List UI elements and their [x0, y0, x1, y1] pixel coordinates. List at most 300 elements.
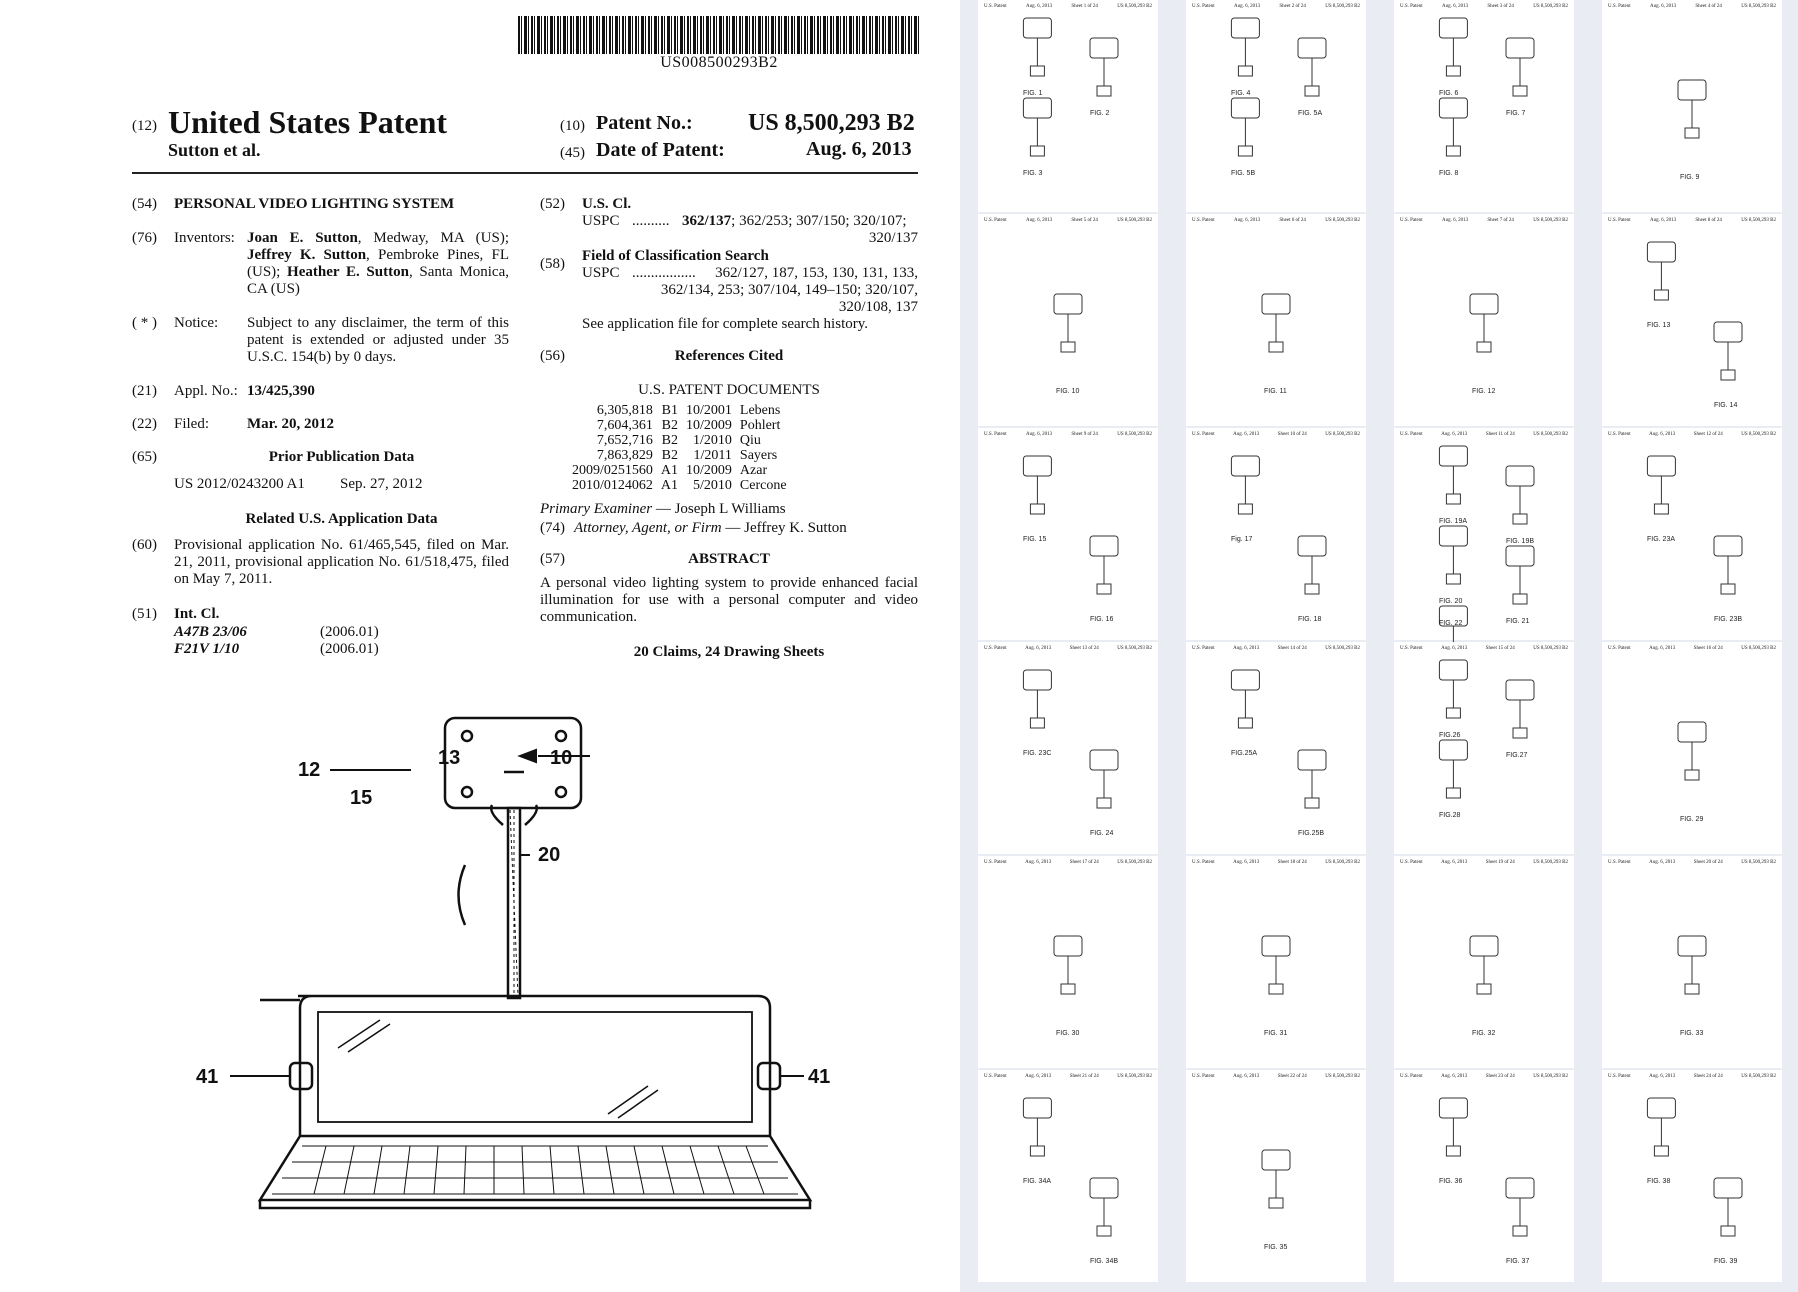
reference-row [568, 448, 791, 463]
figure-sketch [1506, 546, 1534, 604]
sheet-header-date: Aug. 6, 2013 [1649, 432, 1676, 437]
sheet-header-date: Aug. 6, 2013 [1649, 4, 1677, 9]
drawing-sheet-thumbnail[interactable] [978, 428, 1158, 640]
sheet-number: Sheet 22 of 24 [1277, 1074, 1307, 1079]
label-10: 10 [550, 747, 573, 769]
drawing-sheet-thumbnail[interactable] [1394, 214, 1574, 426]
int-cl-code: A47B 23/06 [174, 624, 247, 640]
filed-date: Mar. 20, 2012 [247, 416, 334, 432]
sheet-header-date: Aug. 6, 2013 [1025, 860, 1052, 865]
sheet-number: Sheet 3 of 24 [1487, 4, 1514, 9]
drawing-sheet-thumbnail[interactable] [1602, 1070, 1782, 1282]
fcs-line1: 362/127, 187, 153, 130, 131, 133, [715, 265, 918, 281]
sheet-header [1400, 860, 1568, 865]
reference-name: Cercone [739, 478, 787, 493]
sheet-number: Sheet 14 of 24 [1277, 646, 1307, 651]
figure-label: FIG. 11 [1264, 388, 1287, 395]
sheet-number: Sheet 10 of 24 [1277, 432, 1307, 437]
figure-sketch [1506, 1178, 1534, 1236]
sheet-sketch [1394, 656, 1574, 840]
examiner-label: Primary Examiner [540, 501, 653, 517]
figure-sketch [1262, 936, 1290, 994]
sheet-header-date: Aug. 6, 2013 [1649, 218, 1677, 223]
sheet-sketch [1186, 442, 1366, 626]
figure-label: FIG. 29 [1680, 816, 1704, 823]
sheet-number: Sheet 20 of 24 [1693, 860, 1723, 865]
sheet-header-left: U.S. Patent [1400, 4, 1423, 9]
patent-date: Aug. 6, 2013 [806, 138, 912, 160]
reference-name: Sayers [739, 448, 778, 463]
figure-label: FIG. 39 [1714, 1258, 1738, 1265]
figure-label: FIG. 36 [1439, 1178, 1463, 1185]
figure-sketch [1054, 936, 1082, 994]
abstract-heading: ABSTRACT [688, 551, 770, 567]
sheet-header-right: US 8,500,293 B2 [1741, 4, 1776, 9]
drawing-sheet-thumbnail[interactable] [1186, 856, 1366, 1068]
notice-text: Subject to any disclaimer, the term of this patent is extended or adjusted under 35 U.S.C. 154(b) by 0 days. [247, 315, 509, 365]
reference-date: 5/2010 [693, 478, 732, 493]
figure-label: FIG. 38 [1647, 1178, 1671, 1185]
sheet-header-left: U.S. Patent [1608, 860, 1631, 865]
drawing-sheet-thumbnail[interactable] [1394, 428, 1574, 640]
figure-sketch [1506, 680, 1534, 738]
drawing-sheet-thumbnail[interactable] [1394, 642, 1574, 854]
drawing-sheet-thumbnail[interactable] [1602, 856, 1782, 1068]
sheet-number: Sheet 11 of 24 [1485, 432, 1515, 437]
drawing-sheet-thumbnail[interactable] [1186, 1070, 1366, 1282]
figure-sketch [1470, 294, 1498, 352]
code-notice: ( * ) [132, 315, 157, 331]
notice-label: Notice: [174, 315, 219, 331]
invention-title: PERSONAL VIDEO LIGHTING SYSTEM [174, 196, 455, 212]
drawing-sheet-thumbnail[interactable] [1186, 642, 1366, 854]
inventors-label: Inventors: [174, 230, 235, 246]
sheet-sketch [978, 1084, 1158, 1268]
figure-sketch [1023, 98, 1051, 156]
figure-sketch [1439, 98, 1467, 156]
figure-sketch [1678, 80, 1706, 138]
sheet-header [984, 432, 1152, 437]
sheet-number: Sheet 1 of 24 [1071, 4, 1098, 9]
sheet-header [1192, 4, 1360, 9]
reference-kind: B2 [661, 448, 679, 463]
sheet-header [984, 1074, 1152, 1079]
references-table [568, 403, 791, 493]
sheet-sketch [1602, 656, 1782, 840]
sheet-header [1400, 4, 1568, 9]
reference-no: 7,604,361 [596, 418, 653, 433]
figure-sketch [1506, 466, 1534, 524]
label-12: 12 [298, 759, 321, 781]
code-56: (56) [540, 348, 565, 364]
uspc-dots: .......... [632, 213, 670, 229]
sheet-number: Sheet 16 of 24 [1693, 646, 1723, 651]
prior-pub-heading: Prior Publication Data [268, 449, 415, 465]
figure-sketch [1678, 936, 1706, 994]
sheet-header-left: U.S. Patent [1400, 218, 1423, 223]
barcode-number: US008500293B2 [660, 54, 778, 71]
figure-label: FIG. 10 [1056, 388, 1080, 395]
attorney-label: Attorney, Agent, or Firm [574, 520, 722, 536]
sheet-header-right: US 8,500,293 B2 [1325, 4, 1360, 9]
drawing-sheet-thumbnail[interactable] [1602, 0, 1782, 212]
inventor-name: Jeffrey K. Sutton [247, 247, 367, 263]
code-52: (52) [540, 196, 565, 212]
figure-label: FIG. 34B [1090, 1258, 1119, 1265]
label-13: 13 [438, 747, 461, 769]
figure-label: Fig. 17 [1231, 536, 1253, 543]
sheet-sketch [978, 656, 1158, 840]
sheet-header-right: US 8,500,293 B2 [1325, 432, 1360, 437]
uspc-other-classes: ; 362/253; 307/150; 320/107; [731, 213, 907, 229]
sheet-sketch [1394, 228, 1574, 412]
sheet-header-date: Aug. 6, 2013 [1025, 646, 1052, 651]
related-text: Provisional application No. 61/465,545, filed on Mar. 21, 2011, provisional application No. 61/518,475, filed on May 7, 2011. [174, 537, 509, 587]
figure-label: FIG. 5B [1231, 170, 1256, 177]
sheet-header-left: U.S. Patent [984, 218, 1007, 223]
examiner [540, 501, 786, 518]
figure-label: FIG. 20 [1439, 598, 1463, 605]
figure-sketch [1714, 536, 1742, 594]
sheet-header-right: US 8,500,293 B2 [1117, 4, 1152, 9]
sheet-header-right: US 8,500,293 B2 [1117, 860, 1152, 865]
sheet-sketch [978, 870, 1158, 1054]
sheet-header-left: U.S. Patent [1192, 432, 1215, 437]
figure-label: FIG. 4 [1231, 90, 1251, 97]
refs-heading: References Cited [674, 348, 784, 364]
code-65: (65) [132, 449, 157, 465]
reference-no: 2010/0124062 [572, 478, 653, 493]
figure-sketch [1714, 1178, 1742, 1236]
sheet-header-left: U.S. Patent [984, 4, 1007, 9]
figure-sketch [1231, 670, 1259, 728]
reference-name: Azar [739, 463, 768, 478]
int-cl-year: (2006.01) [320, 641, 379, 657]
code-60: (60) [132, 537, 157, 553]
figure-label: FIG. 9 [1680, 174, 1700, 181]
drawing-sheet-thumbnail[interactable] [1602, 642, 1782, 854]
sheet-sketch [1602, 14, 1782, 198]
figure-label: FIG. 7 [1506, 110, 1526, 117]
fcs-line3: 320/108, 137 [838, 299, 918, 315]
sheet-header-left: U.S. Patent [1400, 646, 1423, 651]
figure-sketch [1231, 98, 1259, 156]
sheet-header-left: U.S. Patent [1608, 4, 1631, 9]
figure-label: FIG. 1 [1023, 90, 1043, 97]
fcs-uspc-label: USPC [582, 265, 620, 281]
figure-sketch [1090, 536, 1118, 594]
sheet-header [1608, 432, 1776, 437]
figure-sketch [1054, 294, 1082, 352]
sheet-header-date: Aug. 6, 2013 [1233, 218, 1261, 223]
figure-label: FIG. 13 [1647, 322, 1671, 329]
figure-sketch [1262, 1150, 1290, 1208]
figure-label: FIG. 16 [1090, 616, 1114, 623]
figure-label: FIG. 35 [1264, 1244, 1288, 1251]
related-heading: Related U.S. Application Data [245, 511, 438, 527]
appl-label: Appl. No.: [174, 383, 238, 399]
uspc-label: USPC [582, 213, 620, 229]
figure-label: FIG. 23A [1647, 536, 1676, 543]
sheet-header-left: U.S. Patent [1192, 1074, 1215, 1079]
figure-label: FIG.27 [1506, 752, 1528, 759]
laptop-light-drawing [196, 700, 860, 1270]
sheet-header-date: Aug. 6, 2013 [1233, 432, 1260, 437]
figure-sketch [1090, 750, 1118, 808]
sheet-header-right: US 8,500,293 B2 [1533, 646, 1568, 651]
figure-sketch [1090, 38, 1118, 96]
sheet-header-date: Aug. 6, 2013 [1441, 4, 1469, 9]
sheet-header-left: U.S. Patent [1400, 1074, 1423, 1079]
sheet-sketch [1602, 228, 1782, 412]
figure-label: FIG. 8 [1439, 170, 1459, 177]
drawing-sheet-thumbnail[interactable] [1602, 428, 1782, 640]
figure-sketch [1439, 526, 1467, 584]
sheet-header-left: U.S. Patent [984, 432, 1007, 437]
sheet-header-date: Aug. 6, 2013 [1025, 4, 1053, 9]
code-45: (45) [560, 145, 585, 161]
figure-label: FIG. 21 [1506, 618, 1530, 625]
code-12: (12) [132, 118, 157, 134]
uspc-classes [682, 213, 907, 230]
sheet-header-right: US 8,500,293 B2 [1533, 1074, 1568, 1079]
figure-sketch [1298, 38, 1326, 96]
figure-sketch [1262, 294, 1290, 352]
sheet-header [1608, 218, 1776, 223]
sheet-number: Sheet 12 of 24 [1693, 432, 1723, 437]
figure-sketch [1439, 660, 1467, 718]
sheet-number: Sheet 8 of 24 [1695, 218, 1722, 223]
code-51: (51) [132, 606, 157, 622]
figure-sketch [1090, 1178, 1118, 1236]
sheet-header [1400, 218, 1568, 223]
sheet-number: Sheet 4 of 24 [1695, 4, 1722, 9]
reference-no: 7,652,716 [596, 433, 653, 448]
figure-label: FIG.28 [1439, 812, 1461, 819]
reference-name: Lebens [739, 403, 781, 418]
sheet-header [984, 646, 1152, 651]
figure-label: FIG. 5A [1298, 110, 1323, 117]
sheet-number: Sheet 17 of 24 [1069, 860, 1099, 865]
figure-sketch [1231, 456, 1259, 514]
sheet-header-date: Aug. 6, 2013 [1441, 218, 1469, 223]
sheet-header-date: Aug. 6, 2013 [1025, 1074, 1052, 1079]
sheet-header-right: US 8,500,293 B2 [1325, 1074, 1360, 1079]
sheet-header [984, 4, 1152, 9]
figure-sketch [1298, 750, 1326, 808]
prior-pub-number: US 2012/0243200 A1 [174, 476, 305, 492]
divider [132, 172, 918, 174]
reference-kind: A1 [660, 463, 679, 478]
drawing-sheet-thumbnail[interactable] [1394, 856, 1574, 1068]
sheet-number: Sheet 5 of 24 [1071, 218, 1098, 223]
drawing-sheet-thumbnail[interactable] [1186, 214, 1366, 426]
appl-number: 13/425,390 [247, 383, 315, 399]
drawing-sheet-thumbnail[interactable] [978, 856, 1158, 1068]
reference-row [568, 433, 791, 448]
int-cl-label: Int. Cl. [174, 606, 220, 622]
figure-label: FIG. 32 [1472, 1030, 1496, 1037]
code-58: (58) [540, 256, 565, 272]
sheet-header-left: U.S. Patent [1192, 218, 1215, 223]
sheet-header-left: U.S. Patent [984, 646, 1007, 651]
label-20: 20 [538, 844, 561, 866]
sheet-header [1192, 1074, 1360, 1079]
figure-label: FIG. 24 [1090, 830, 1114, 837]
reference-row [568, 403, 791, 418]
drawing-sheet-thumbnail[interactable] [978, 642, 1158, 854]
examiner-name: — Joseph L Williams [652, 501, 786, 517]
figure-sketch [1023, 1098, 1051, 1156]
figure-label: FIG. 18 [1298, 616, 1322, 623]
sheet-header-left: U.S. Patent [1608, 432, 1631, 437]
figure-sketch [1506, 38, 1534, 96]
sheet-header-left: U.S. Patent [1400, 860, 1423, 865]
figure-sketch [1647, 456, 1675, 514]
sheet-number: Sheet 18 of 24 [1277, 860, 1307, 865]
figure-sketch [1470, 936, 1498, 994]
sheet-header-right: US 8,500,293 B2 [1117, 218, 1152, 223]
figure-sketch [1439, 740, 1467, 798]
attorney [574, 520, 847, 537]
sheet-header-date: Aug. 6, 2013 [1649, 646, 1676, 651]
us-cl-label: U.S. Cl. [582, 196, 632, 212]
sheet-header-date: Aug. 6, 2013 [1649, 1074, 1676, 1079]
drawing-sheet-thumbnail[interactable] [978, 1070, 1158, 1282]
drawing-sheet-thumbnail[interactable] [1394, 0, 1574, 212]
fcs-line2: 362/134, 253; 307/104, 149–150; 320/107, [660, 282, 918, 298]
prior-pub-date: Sep. 27, 2012 [340, 476, 423, 492]
figure-label: FIG. 37 [1506, 1258, 1530, 1265]
sheet-header-right: US 8,500,293 B2 [1741, 218, 1776, 223]
drawing-sheet-thumbnail[interactable] [978, 214, 1158, 426]
sheet-header-left: U.S. Patent [1608, 218, 1631, 223]
code-21: (21) [132, 383, 157, 399]
sheet-header-date: Aug. 6, 2013 [1649, 860, 1676, 865]
reference-no: 7,863,829 [596, 448, 653, 463]
figure-label: FIG. 14 [1714, 402, 1738, 409]
figure-sketch [1023, 456, 1051, 514]
sheet-header-date: Aug. 6, 2013 [1025, 432, 1053, 437]
reference-name: Pohlert [739, 418, 781, 433]
label-41-right: 41 [808, 1066, 831, 1088]
uspc-main-class: 362/137 [682, 213, 732, 229]
drawing-sheet-thumbnail[interactable] [978, 0, 1158, 212]
sheet-sketch [1602, 870, 1782, 1054]
sheet-sketch [978, 228, 1158, 412]
attorney-name: — Jeffrey K. Sutton [721, 520, 847, 536]
sheet-number: Sheet 21 of 24 [1069, 1074, 1099, 1079]
reference-date: 10/2001 [686, 403, 732, 418]
figure-label: FIG. 34A [1023, 1178, 1052, 1185]
sheet-header-date: Aug. 6, 2013 [1233, 646, 1260, 651]
abstract-text: A personal video lighting system to provide enhanced facial illumination for use with a personal computer and video communication. [540, 575, 918, 625]
sheet-header-right: US 8,500,293 B2 [1117, 432, 1152, 437]
reference-date: 10/2009 [686, 418, 732, 433]
drawing-sheet-thumbnail[interactable] [1186, 0, 1366, 212]
reference-row [568, 478, 791, 493]
sheet-header-date: Aug. 6, 2013 [1233, 4, 1261, 9]
sheet-header-left: U.S. Patent [1192, 646, 1215, 651]
figure-label: FIG. 19A [1439, 518, 1468, 525]
date-label: Date of Patent: [596, 139, 725, 161]
figure-label: FIG. 31 [1264, 1030, 1288, 1037]
sheet-header [1192, 860, 1360, 865]
sheet-header-right: US 8,500,293 B2 [1533, 432, 1568, 437]
drawing-sheet-thumbnail[interactable] [1186, 428, 1366, 640]
reference-kind: B2 [661, 418, 679, 433]
sheet-header [1608, 4, 1776, 9]
claims-summary: 20 Claims, 24 Drawing Sheets [633, 644, 825, 660]
sheet-sketch [1602, 1084, 1782, 1268]
sheet-header-left: U.S. Patent [1608, 1074, 1631, 1079]
sheet-sketch [1186, 870, 1366, 1054]
label-15: 15 [350, 787, 373, 809]
code-54: (54) [132, 196, 157, 212]
see-application: See application file for complete search history. [582, 316, 869, 332]
us-docs-heading: U.S. PATENT DOCUMENTS [638, 382, 820, 398]
sheet-header-right: US 8,500,293 B2 [1533, 4, 1568, 9]
sheet-header-left: U.S. Patent [984, 1074, 1007, 1079]
sheet-header-right: US 8,500,293 B2 [1741, 432, 1776, 437]
sheet-header-date: Aug. 6, 2013 [1025, 218, 1053, 223]
drawing-sheet-thumbnail[interactable] [1602, 214, 1782, 426]
sheet-number: Sheet 7 of 24 [1487, 218, 1514, 223]
sheet-number: Sheet 2 of 24 [1279, 4, 1306, 9]
sheet-sketch [1186, 656, 1366, 840]
sheet-number: Sheet 24 of 24 [1693, 1074, 1723, 1079]
sheet-header-date: Aug. 6, 2013 [1441, 432, 1468, 437]
sheet-header [984, 218, 1152, 223]
sheet-number: Sheet 15 of 24 [1485, 646, 1515, 651]
sheet-header-left: U.S. Patent [1192, 4, 1215, 9]
sheet-header [1400, 432, 1568, 437]
figure-label: FIG. 15 [1023, 536, 1047, 543]
sheet-sketch [978, 14, 1158, 198]
code-22: (22) [132, 416, 157, 432]
sheet-header-left: U.S. Patent [1608, 646, 1631, 651]
patent-title: United States Patent [168, 104, 448, 140]
sheet-header-right: US 8,500,293 B2 [1741, 1074, 1776, 1079]
sheet-header [1608, 646, 1776, 651]
inventor-location: , Santa Monica, CA (US) [247, 264, 509, 297]
drawing-sheet-thumbnail[interactable] [1394, 1070, 1574, 1282]
code-76: (76) [132, 230, 157, 246]
sheet-header-right: US 8,500,293 B2 [1117, 646, 1152, 651]
sheet-sketch [1186, 14, 1366, 198]
uspc-line2: 320/137 [868, 230, 918, 246]
sheet-header [1192, 646, 1360, 651]
code-10: (10) [560, 118, 585, 134]
sheet-header [1192, 218, 1360, 223]
figure-label: FIG. 23C [1023, 750, 1052, 757]
figure-label: FIG.25B [1298, 830, 1325, 837]
figure-label: FIG. 23B [1714, 616, 1743, 623]
figure-label: FIG. 2 [1090, 110, 1110, 117]
figure-sketch [1231, 18, 1259, 76]
patent-number: US 8,500,293 B2 [748, 110, 915, 136]
figure-label: FIG. 19B [1506, 538, 1535, 545]
code-57: (57) [540, 551, 565, 567]
field-search-label: Field of Classification Search [582, 248, 769, 264]
reference-kind: B2 [661, 433, 679, 448]
inventor-location: , Pembroke Pines, FL (US); [247, 247, 509, 280]
reference-date: 1/2010 [693, 433, 732, 448]
label-41-left: 41 [196, 1066, 219, 1088]
drawing-sheets-gallery [960, 0, 1798, 1292]
sheet-header-right: US 8,500,293 B2 [1325, 218, 1360, 223]
inventor-name: Joan E. Sutton [247, 230, 358, 246]
